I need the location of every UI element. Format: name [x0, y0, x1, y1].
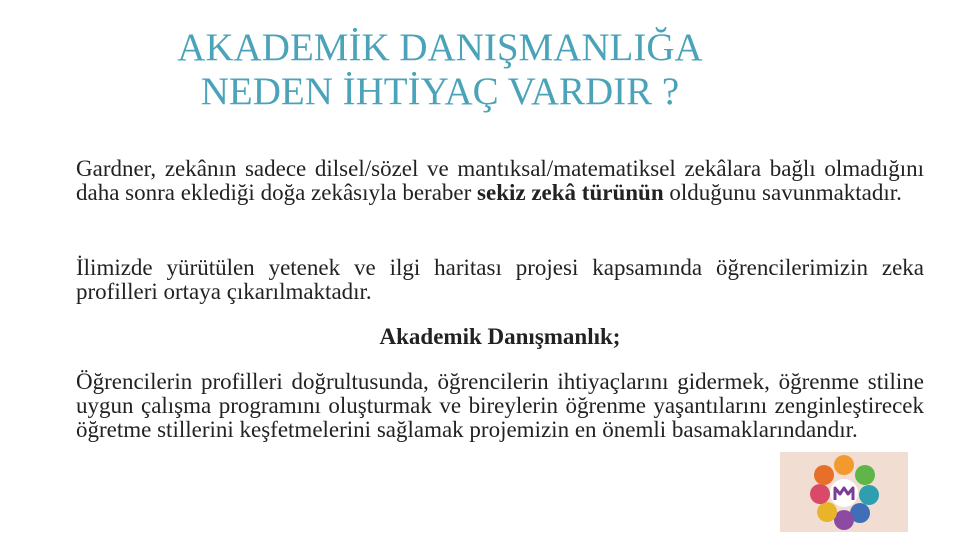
title-line-2: NEDEN İHTİYAÇ VARDIR ?	[200, 70, 680, 113]
paragraph-gardner-text-1: Gardner, zekânın sadece dilsel/sözel ve mantıksal/matematiksel zekâlara bağlı olmadığını daha sonra eklediği doğa zekâsıyla beraber	[76, 156, 924, 205]
petal-right	[859, 485, 879, 505]
petal-bottom	[834, 510, 854, 530]
title-line-1: AKADEMİK DANIŞMANLIĞA	[177, 26, 703, 69]
slide-title	[80, 26, 800, 114]
petal-top	[834, 455, 854, 475]
paragraph-gardner-bold: sekiz zekâ türünün	[477, 180, 664, 205]
intelligence-flower-graphic	[780, 452, 908, 532]
paragraph-gardner	[76, 157, 924, 205]
petal-top-right	[855, 465, 875, 485]
paragraph-counseling-goals: Öğrencilerin profilleri doğrultusunda, öğrencilerin ihtiyaçlarını gidermek, öğrenme stiline uygun çalışma programını oluşturmak ve bireylerin öğrenme yaşantılarını zenginleştirecek öğretme stillerini keşfetmelerini sağlamak projemizin en önemli basamaklarındandır.	[76, 369, 924, 442]
subheading-academic-counseling: Akademik Danışmanlık;	[379, 324, 621, 349]
intelligence-flower-image	[780, 452, 908, 532]
petal-top-left	[814, 465, 834, 485]
paragraph-project: İlimizde yürütülen yetenek ve ilgi haritası projesi kapsamında öğrencilerimizin zeka profilleri ortaya çıkarılmaktadır.	[76, 255, 924, 304]
petal-left	[810, 484, 830, 504]
paragraph-gardner-text-2: olduğunu savunmaktadır.	[663, 180, 902, 205]
petal-bottom-left	[817, 502, 837, 522]
